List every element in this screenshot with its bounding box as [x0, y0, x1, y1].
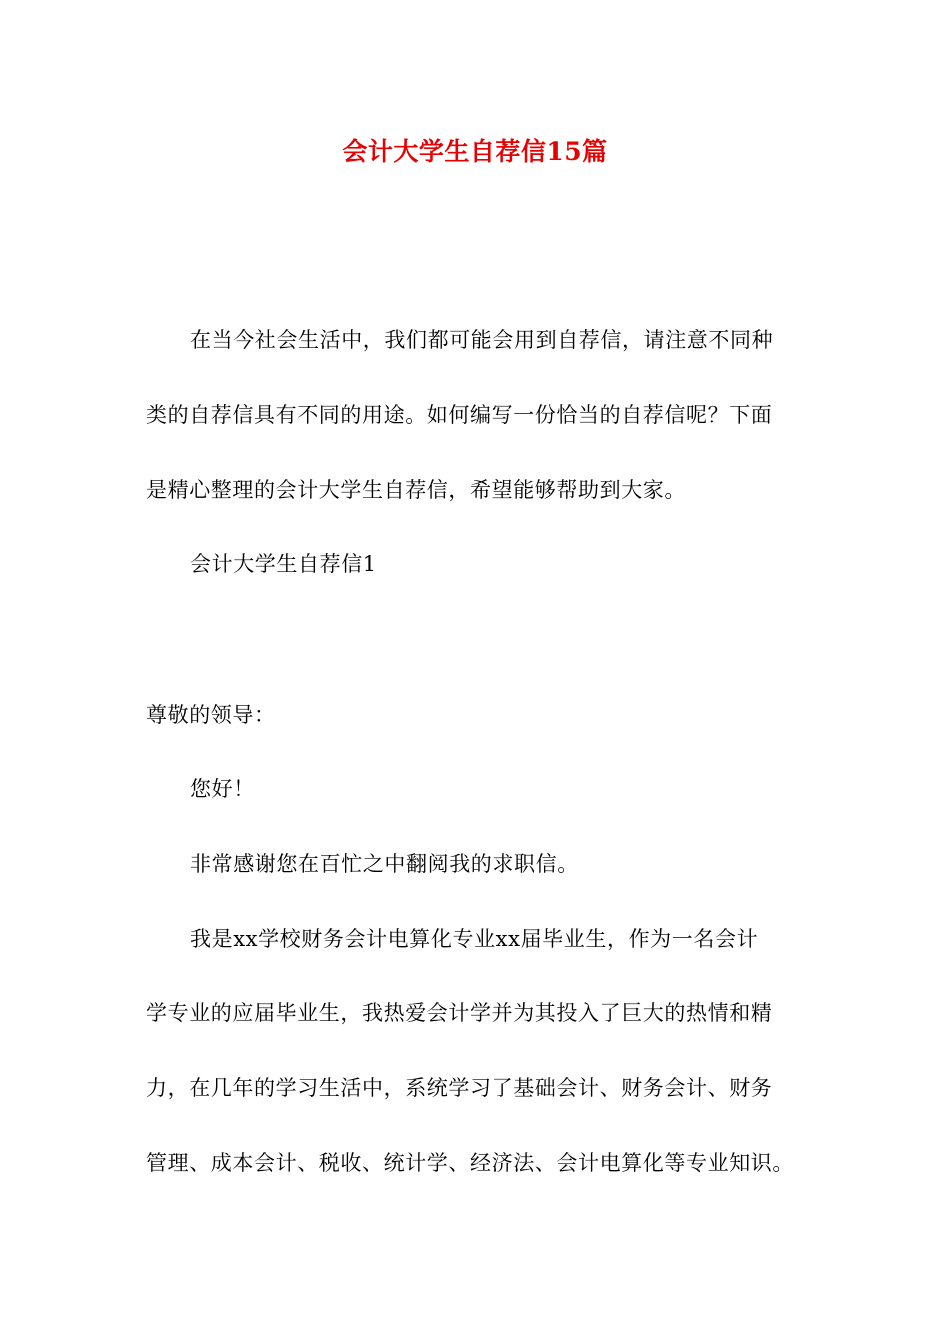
section-heading: 会计大学生自荐信1	[190, 552, 377, 576]
greeting: 您好！	[190, 777, 255, 801]
salutation: 尊敬的领导：	[146, 703, 276, 727]
body-paragraph-2-line-3: 力，在几年的学习生活中，系统学习了基础会计、财务会计、财务	[146, 1076, 773, 1100]
body-paragraph-2-line-2: 学专业的应届毕业生，我热爱会计学并为其投入了巨大的热情和精	[146, 1001, 773, 1025]
body-paragraph-2-line-4: 管理、成本会计、税收、统计学、经济法、会计电算化等专业知识。	[146, 1151, 794, 1175]
intro-line-3: 是精心整理的会计大学生自荐信，希望能够帮助到大家。	[146, 478, 686, 502]
document-title: 会计大学生自荐信15篇	[342, 137, 608, 166]
intro-line-1: 在当今社会生活中，我们都可能会用到自荐信，请注意不同种	[190, 328, 774, 352]
body-paragraph-2-line-1: 我是xx学校财务会计电算化专业xx届毕业生，作为一名会计	[190, 927, 759, 951]
intro-line-2: 类的自荐信具有不同的用途。如何编写一份恰当的自荐信呢？下面	[146, 403, 773, 427]
body-paragraph-1: 非常感谢您在百忙之中翻阅我的求职信。	[190, 852, 579, 876]
